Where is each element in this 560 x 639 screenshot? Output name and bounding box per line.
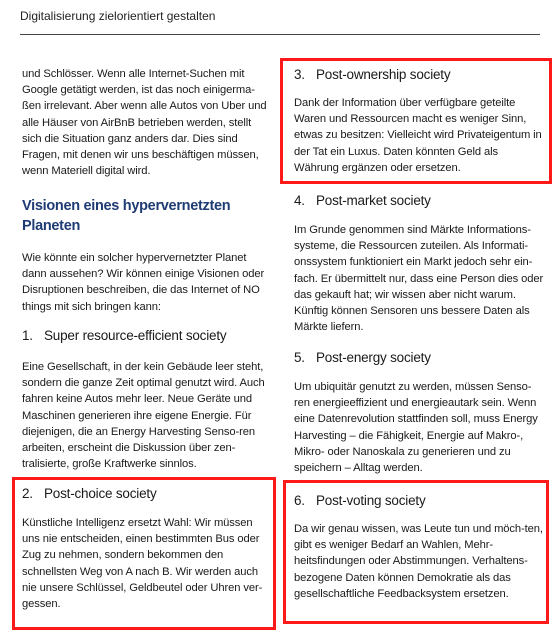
- section-6-title: [294, 492, 544, 510]
- section-1-label: Super resource-efficient society: [44, 328, 227, 343]
- section-5: [294, 349, 544, 476]
- section-1-number: 1.: [22, 328, 33, 343]
- header-rule: [20, 34, 540, 35]
- section-1-text: Eine Gesellschaft, in der kein Gebäude leer steht, sondern die ganze Zeit optimal genutzt wird. Auch fahren keine Autos mehr leer. Neue Geräte und Maschinen generieren ihre eigene Energie. Für diejenigen, die an Energy Harvesting Senso-ren arbeiten, erscheint die Diskussion über zen-tralisierte, große Kraftwerke sinnlos.: [22, 361, 265, 471]
- section-3-number: 3.: [294, 67, 305, 82]
- section-3-label: Post-ownership society: [316, 67, 451, 82]
- section-6-number: 6.: [294, 493, 305, 508]
- section-5-label: Post-energy society: [316, 350, 431, 365]
- section-4-title: [294, 192, 544, 210]
- visions-heading-block: [22, 196, 272, 236]
- section-6: [294, 492, 544, 602]
- section-3-title: [294, 66, 544, 84]
- section-4-text: Im Grunde genommen sind Märkte Informations-systeme, die Ressourcen zuteilen. Als Informati-onssystem funktioniert ein Markt jedoch sehr ein-fach. Er übermittelt nur, dass eine Person dies oder das gekauft hat; wir wissen aber nicht warum. Künftig können Sensoren uns bessere Daten als Märkte liefern.: [294, 224, 544, 334]
- section-1: [22, 327, 272, 472]
- section-4: [294, 192, 544, 335]
- visions-intro: Wie könnte ein solcher hypervernetzter Planet dann aussehen? Wir können einige Visionen oder Disruptionen beschreiben, die das Internet of NO things mit sich bringen kann:: [22, 252, 265, 313]
- section-6-text: Da wir genau wissen, was Leute tun und möch-ten, gibt es weniger Bedarf an Wahlen, Mehr-heitsfindungen oder Abstimmungen. Verhaltens-bezogene Daten können Demokratie als das gesellschaftliche Feedbacksystem ersetzen.: [294, 523, 543, 600]
- section-5-title: [294, 349, 544, 367]
- intro-paragraph-block: [22, 66, 272, 179]
- section-2-number: 2.: [22, 486, 33, 501]
- section-2: [22, 485, 272, 612]
- section-2-text: Künstliche Intelligenz ersetzt Wahl: Wir müssen uns nie entscheiden, einen bestimmten Bus oder Zug zu nehmen, sondern bekommen den schnellsten Weg von A nach B. Wir werden auch nie unsere Schlüssel, Geldbeutel oder Uhren ver-gessen.: [22, 517, 263, 611]
- intro-paragraph: und Schlösser. Wenn alle Internet-Suchen mit Google getätigt werden, ist das noch einigerma-ßen irrelevant. Aber wenn alle Autos von Uber und alle Häuser von AirBnB betrieben werden, stellt sich die Situation ganz anders dar. Dies sind Fragen, mit denen wir uns beschäftigen müssen, wenn Materiell digital wird.: [22, 68, 267, 178]
- section-3-text: Dank der Information über verfügbare geteilte Waren und Ressourcen macht es weniger Sinn, etwas zu besitzen: Vielleicht wird Privateigentum in der Tat ein Luxus. Daten könnten Geld als Währung ergänzen oder ersetzen.: [294, 97, 542, 174]
- section-3: [294, 66, 544, 176]
- section-5-text: Um ubiquitär genutzt zu werden, müssen Senso-ren energieeffizient und energieautark sein. Wenn eine Datenrevolution stattfinden soll, muss Energy Harvesting – die Fähigkeit, Energie auf Makro-, Mikro- oder Nanoskala zu generieren und zu speichern – Alltag werden.: [294, 381, 538, 475]
- section-2-label: Post-choice society: [44, 486, 157, 501]
- section-4-label: Post-market society: [316, 193, 431, 208]
- visions-intro-block: [22, 250, 272, 315]
- visions-heading: Visionen eines hypervernetzten Planeten: [22, 198, 231, 234]
- section-5-number: 5.: [294, 350, 305, 365]
- section-1-title: [22, 327, 272, 345]
- section-6-label: Post-voting society: [316, 493, 426, 508]
- section-2-title: [22, 485, 272, 503]
- running-header: Digitalisierung zielorientiert gestalten: [20, 9, 216, 23]
- section-4-number: 4.: [294, 193, 305, 208]
